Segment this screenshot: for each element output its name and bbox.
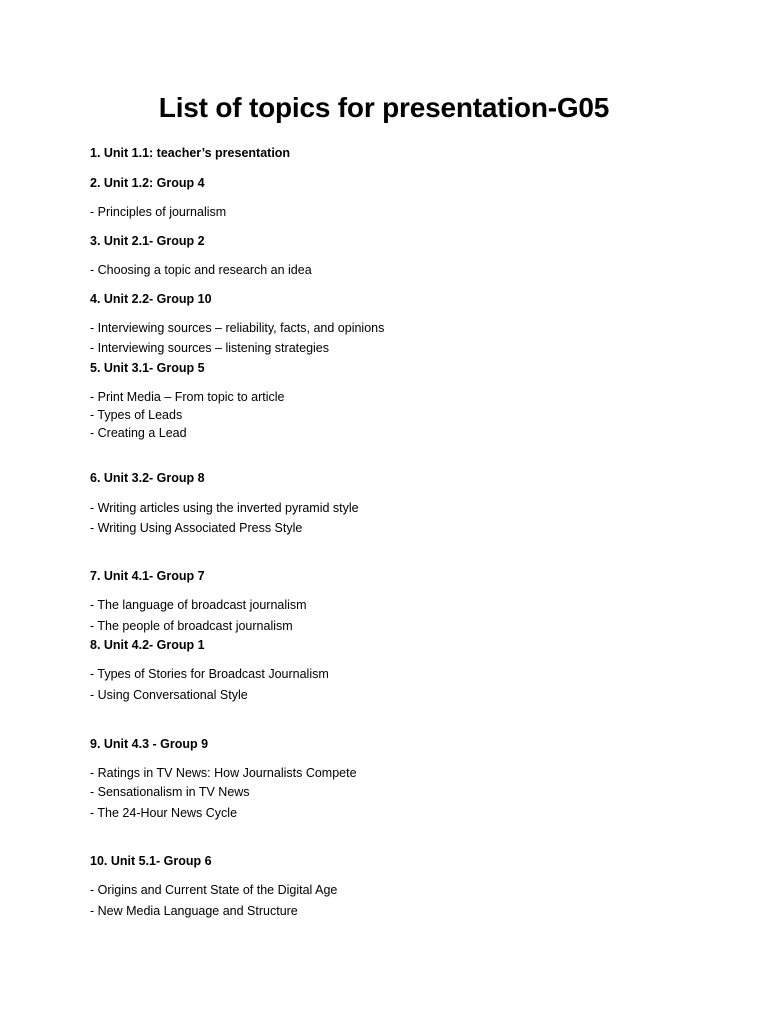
list-item: - Choosing a topic and research an idea — [90, 263, 312, 277]
list-item: - Types of Leads — [90, 408, 183, 422]
list-item: - Sensationalism in TV News — [90, 785, 250, 799]
list-item: - The language of broadcast journalism — [90, 598, 307, 612]
section-heading: 3. Unit 2.1- Group 2 — [90, 234, 205, 248]
section-heading: 4. Unit 2.2- Group 10 — [90, 292, 212, 306]
section-heading: 9. Unit 4.3 - Group 9 — [90, 737, 209, 751]
list-item: - Writing Using Associated Press Style — [90, 521, 303, 535]
section-heading: 1. Unit 1.1: teacher’s presentation — [90, 146, 291, 160]
section-heading: 8. Unit 4.2- Group 1 — [90, 638, 205, 652]
list-item: - Principles of journalism — [90, 205, 227, 219]
list-item: - Print Media – From topic to article — [90, 390, 285, 404]
list-item: - Ratings in TV News: How Journalists Compete — [90, 766, 357, 780]
section-heading: 10. Unit 5.1- Group 6 — [90, 854, 212, 868]
list-item: - Using Conversational Style — [90, 688, 248, 702]
list-item: - Interviewing sources – listening strategies — [90, 341, 330, 355]
section-heading: 7. Unit 4.1- Group 7 — [90, 569, 205, 583]
section-heading: 2. Unit 1.2: Group 4 — [90, 176, 205, 190]
list-item: - Interviewing sources – reliability, facts, and opinions — [90, 321, 385, 335]
document-title: List of topics for presentation-G05 — [158, 92, 610, 123]
section-heading: 6. Unit 3.2- Group 8 — [90, 471, 205, 485]
list-item: - Writing articles using the inverted pyramid style — [90, 501, 359, 515]
list-item: - Types of Stories for Broadcast Journalism — [90, 667, 329, 681]
list-item: - Origins and Current State of the Digital Age — [90, 883, 338, 897]
list-item: - New Media Language and Structure — [90, 904, 298, 918]
section-heading: 5. Unit 3.1- Group 5 — [90, 361, 205, 375]
list-item: - The people of broadcast journalism — [90, 619, 293, 633]
list-item: - The 24-Hour News Cycle — [90, 806, 238, 820]
list-item: - Creating a Lead — [90, 426, 187, 440]
